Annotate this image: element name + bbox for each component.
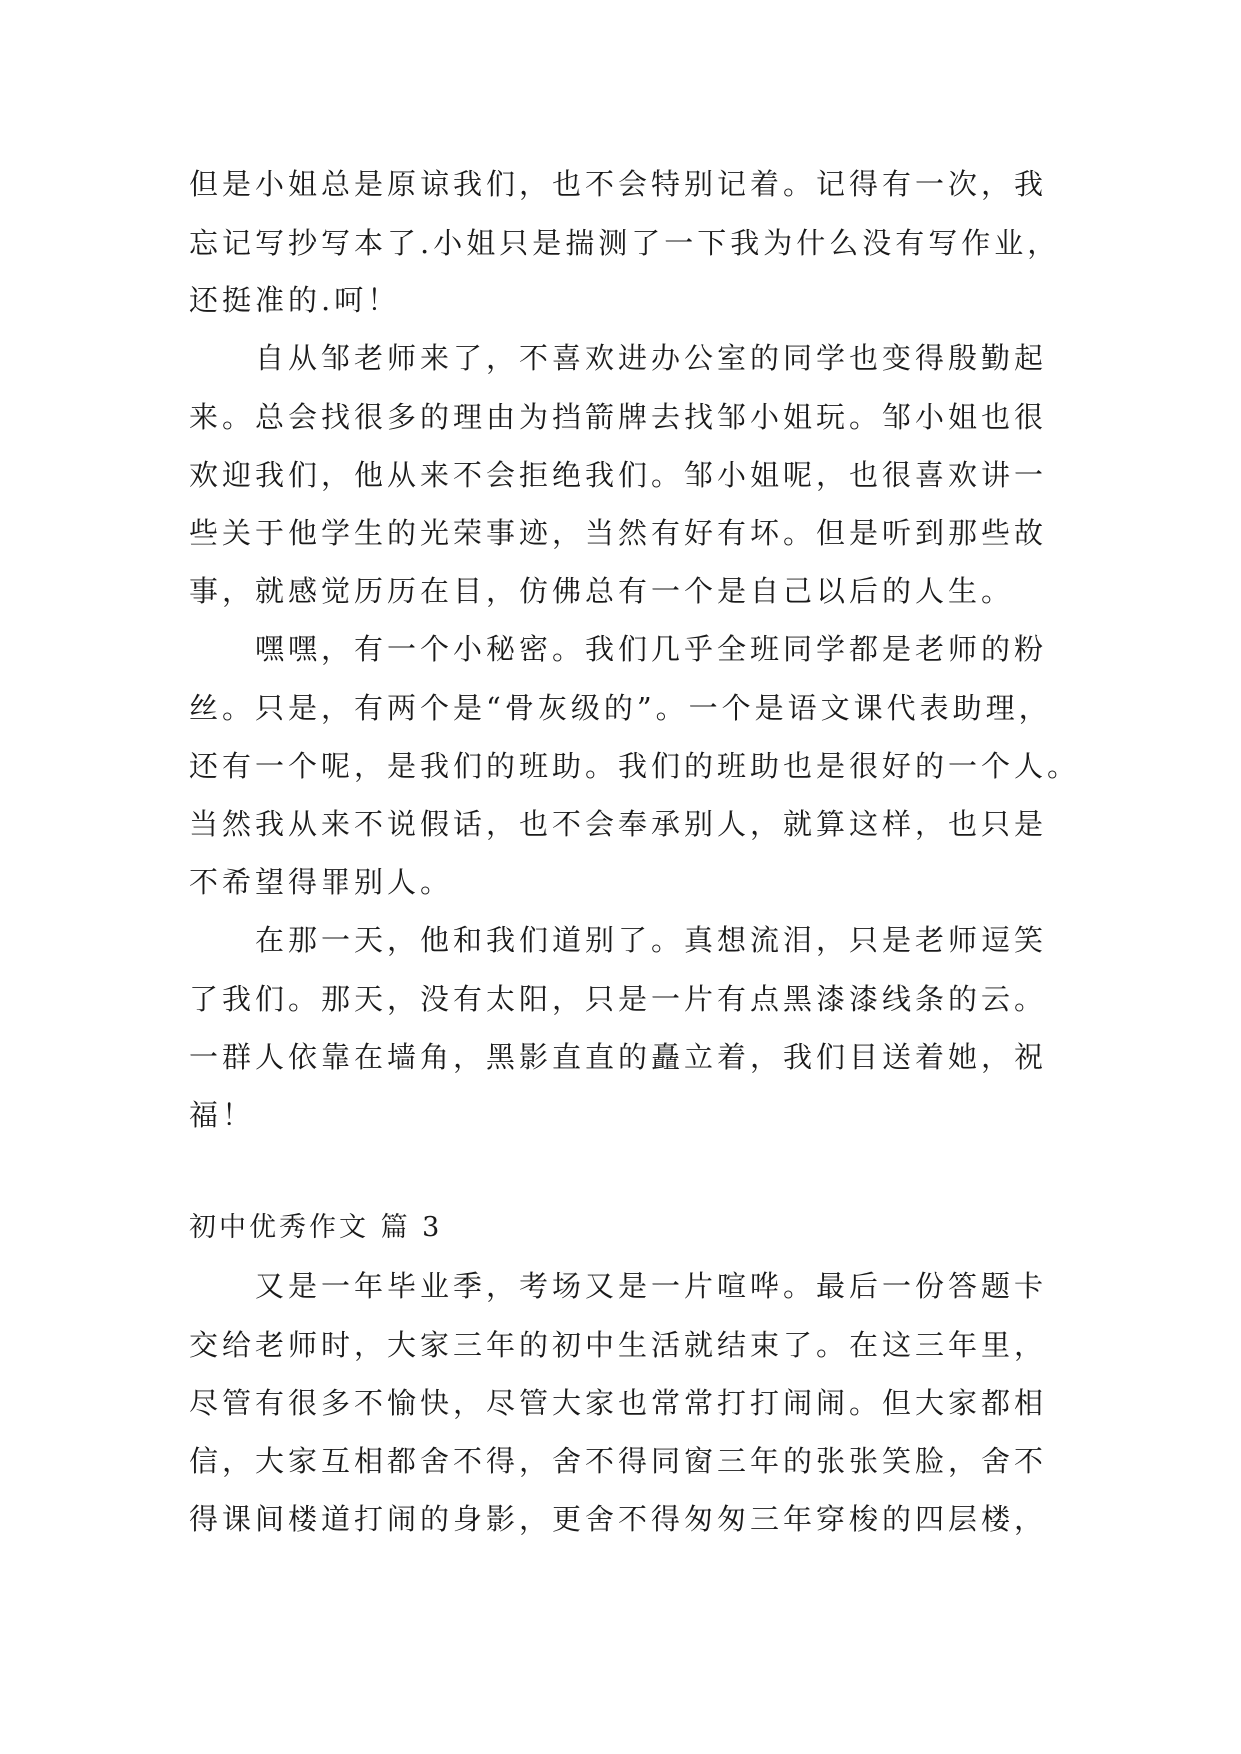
text-line: 欢迎我们，他从来不会拒绝我们。邹小姐呢，也很喜欢讲一 <box>189 458 1048 492</box>
section-heading: 初中优秀作文 篇 3 <box>189 1212 443 1243</box>
text-line: 些关于他学生的光荣事迹，当然有好有坏。但是听到那些故 <box>189 516 1048 550</box>
text-line: 忘记写抄写本了.小姐只是揣测了一下我为什么没有写作业， <box>189 226 1061 260</box>
text-line: 了我们。那天，没有太阳，只是一片有点黑漆漆线条的云。 <box>189 982 1048 1016</box>
text-line: 交给老师时，大家三年的初中生活就结束了。在这三年里， <box>189 1328 1048 1362</box>
text-line: 又是一年毕业季，考场又是一片喧哗。最后一份答题卡 <box>189 1269 1048 1303</box>
text-line: 福！ <box>189 1098 256 1132</box>
text-line: 尽管有很多不愉快，尽管大家也常常打打闹闹。但大家都相 <box>189 1386 1048 1420</box>
text-line: 自从邹老师来了，不喜欢进办公室的同学也变得殷勤起 <box>189 341 1048 375</box>
text-line: 不希望得罪别人。 <box>189 865 454 899</box>
text-line: 还有一个呢，是我们的班助。我们的班助也是很好的一个人。 <box>189 749 1081 783</box>
text-line: 当然我从来不说假话，也不会奉承别人，就算这样，也只是 <box>189 807 1048 841</box>
text-line: 嘿嘿，有一个小秘密。我们几乎全班同学都是老师的粉 <box>189 632 1048 666</box>
text-line: 一群人依靠在墙角，黑影直直的矗立着，我们目送着她，祝 <box>189 1040 1048 1074</box>
text-line: 来。总会找很多的理由为挡箭牌去找邹小姐玩。邹小姐也很 <box>189 400 1048 434</box>
text-line: 得课间楼道打闹的身影，更舍不得匆匆三年穿梭的四层楼， <box>189 1502 1048 1536</box>
text-line: 但是小姐总是原谅我们，也不会特别记着。记得有一次，我 <box>189 167 1048 201</box>
text-line: 事，就感觉历历在目，仿佛总有一个是自己以后的人生。 <box>189 574 1015 608</box>
text-line: 在那一天，他和我们道别了。真想流泪，只是老师逗笑 <box>189 923 1048 957</box>
text-line: 还挺准的.呵！ <box>189 283 401 317</box>
text-line: 丝。只是，有两个是“骨灰级的”。一个是语文课代表助理， <box>189 691 1052 725</box>
text-line: 信，大家互相都舍不得，舍不得同窗三年的张张笑脸，舍不 <box>189 1444 1048 1478</box>
